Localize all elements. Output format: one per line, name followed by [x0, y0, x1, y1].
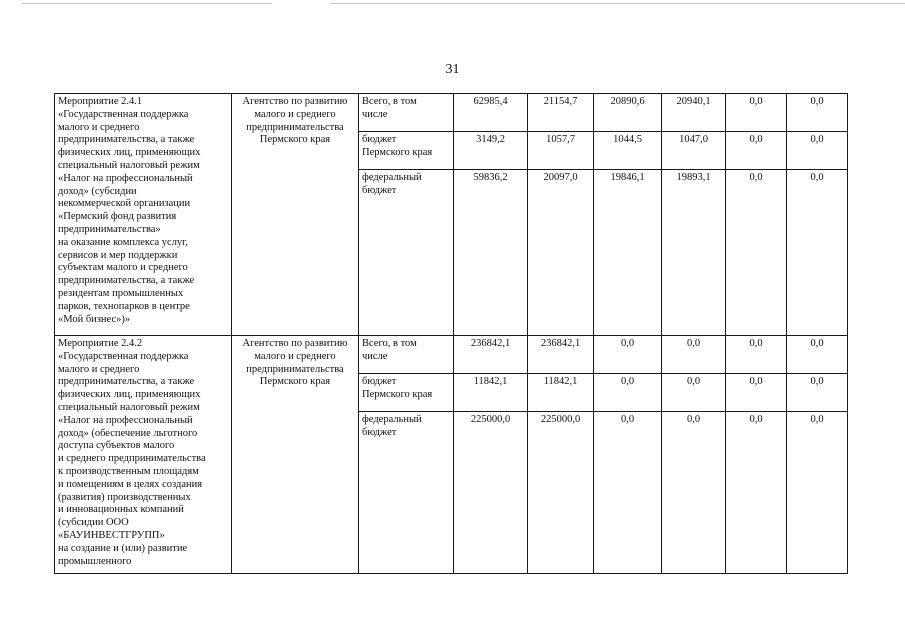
value-cell: 1044,5: [594, 132, 662, 170]
page-number: 31: [445, 62, 460, 77]
value-cell: 0,0: [787, 336, 848, 374]
value-cell: 236842,1: [528, 336, 594, 374]
value-cell: 0,0: [726, 412, 787, 574]
value-cell: 0,0: [726, 374, 787, 412]
value-cell: 0,0: [662, 412, 726, 574]
source-cell: бюджет Пермского края: [359, 132, 454, 170]
value-cell: 21154,7: [528, 94, 594, 132]
value-cell: 20940,1: [662, 94, 726, 132]
value-cell: 0,0: [787, 132, 848, 170]
source-cell: Всего, в том числе: [359, 336, 454, 374]
value-cell: 20097,0: [528, 170, 594, 336]
value-cell: 236842,1: [454, 336, 528, 374]
value-cell: 62985,4: [454, 94, 528, 132]
value-cell: 1047,0: [662, 132, 726, 170]
budget-table: [54, 93, 848, 574]
source-cell: федеральный бюджет: [359, 170, 454, 336]
value-cell: 0,0: [726, 336, 787, 374]
value-cell: 20890,6: [594, 94, 662, 132]
scan-edge-line: [330, 3, 905, 4]
value-cell: 0,0: [787, 170, 848, 336]
value-cell: 0,0: [726, 132, 787, 170]
scan-top-edge: [0, 0, 905, 8]
value-cell: 0,0: [787, 94, 848, 132]
value-cell: 0,0: [594, 336, 662, 374]
value-cell: 19893,1: [662, 170, 726, 336]
table-row: [55, 336, 848, 374]
value-cell: 59836,2: [454, 170, 528, 336]
event-description: Мероприятие 2.4.2 «Государственная поддержка малого и среднего предпринимательства, а также физических лиц, применяющих специальный налоговый режим «Налог на профессиональный доход» (обеспечение льготного доступа субъектов малого и среднего предпринимательства к производственным площадям и помещениям в целях создания (развития) производственных и инновационных компаний (субсидии ООО «БАУИНВЕСТГРУПП» на создание и (или) развитие промышленного: [55, 336, 232, 574]
value-cell: 11842,1: [454, 374, 528, 412]
value-cell: 11842,1: [528, 374, 594, 412]
scan-edge-line: [22, 3, 272, 4]
value-cell: 0,0: [787, 412, 848, 574]
value-cell: 19846,1: [594, 170, 662, 336]
source-cell: федеральный бюджет: [359, 412, 454, 574]
source-cell: бюджет Пермского края: [359, 374, 454, 412]
value-cell: 225000,0: [454, 412, 528, 574]
value-cell: 0,0: [662, 336, 726, 374]
value-cell: 0,0: [594, 412, 662, 574]
value-cell: 0,0: [787, 374, 848, 412]
executor-cell: Агентство по развитию малого и среднего предпринимательства Пермского края: [232, 336, 359, 574]
value-cell: 0,0: [594, 374, 662, 412]
executor-cell: Агентство по развитию малого и среднего предпринимательства Пермского края: [232, 94, 359, 336]
value-cell: 225000,0: [528, 412, 594, 574]
value-cell: 0,0: [726, 170, 787, 336]
value-cell: 3149,2: [454, 132, 528, 170]
value-cell: 0,0: [662, 374, 726, 412]
value-cell: 0,0: [726, 94, 787, 132]
event-description: Мероприятие 2.4.1 «Государственная поддержка малого и среднего предпринимательства, а также физических лиц, применяющих специальный налоговый режим «Налог на профессиональный доход» (субсидии некоммерческой организации «Пермский фонд развития предпринимательства» на оказание комплекса услуг, сервисов и мер поддержки субъектам малого и среднего предпринимательства, а также резидентам промышленных парков, технопарков в центре «Мой бизнес»)»: [55, 94, 232, 336]
table-row: [55, 94, 848, 132]
value-cell: 1057,7: [528, 132, 594, 170]
source-cell: Всего, в том числе: [359, 94, 454, 132]
